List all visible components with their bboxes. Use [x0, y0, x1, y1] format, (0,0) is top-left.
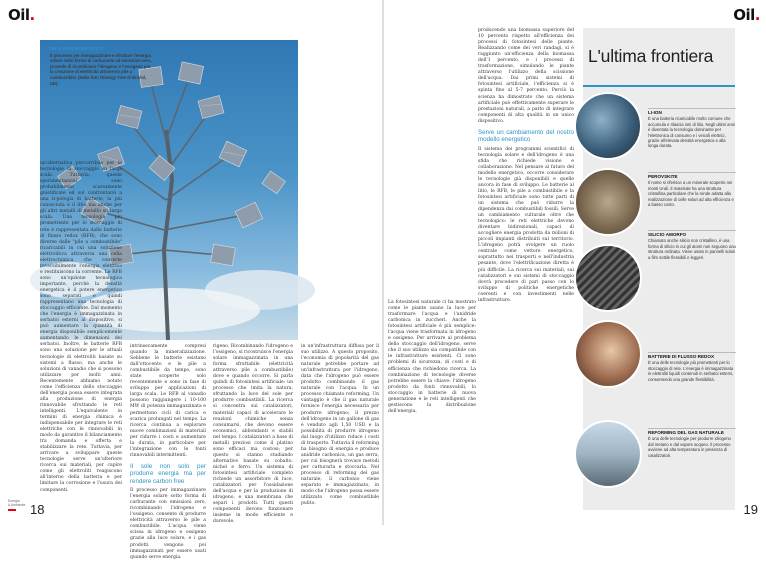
body-column-3 — [213, 344, 293, 525]
magazine-logo-left: Oil. — [8, 6, 35, 24]
amorphous-silicon-photo — [574, 244, 642, 312]
body-column-1 — [40, 161, 122, 501]
sidebar-text-perovskite: Il nome si riferisce a un minerale scoperto nei monti Urali. Il materiale ha una struttura cristallina particolare che la rende adatta alla realizzazione di celle solari ad alta efficienza e a basso costo. — [648, 180, 734, 208]
body-column-6b-text: Il sistema dei programmi scientifici di tecnologia solare e dell'idrogeno è una sfida che richiede visione e collaborazione. Nel pensare al futuro del modello energetico, occorre considerare le tecnologie già disponibili e quelle ancora in fase di sviluppo. Le batterie al litio, le RFB, le pile a combustibile e la fotosintesi artificiale sono tutte parti di un sistema che può ridurre la dipendenza dai combustibili fossili. Serve un cambiamento culturale oltre che tecnologico: le reti elettriche devono diventare bidirezionali, capaci di accogliere energia prodotta da milioni di piccoli impianti distribuiti sul territorio. L'idrogeno potrà svolgere un ruolo centrale come vettore energetico, soprattutto nei trasporti e nell'industria pesante, dove l'elettrificazione diretta è più difficile. La ricerca sui materiali, sui catalizzatori e sui sistemi di stoccaggio dovrà procedere di pari passo con lo sviluppo di politiche energetiche coerenti e con investimenti nelle infrastrutture. — [478, 146, 574, 303]
pull-quote-right: Serve un cambiamento del nostro modello energetico — [478, 128, 574, 144]
sidebar-section-gas — [648, 428, 736, 458]
pull-quote-left: Il sole non solo per produrre energia ma per rendere carbon free — [130, 462, 206, 485]
sidebar-section-perovskite — [648, 172, 736, 207]
sidebar-text-silicon: Chiamato anche silicio non cristallino, è una forma di silicio in cui gli atomi non seguono una struttura ordinata. Viene usato in pannelli solari a film sottile flessibili e leggeri. — [648, 238, 736, 260]
sidebar-heading-redox: BATTERIE DI FLUSSO REDOX — [648, 352, 736, 359]
body-column-2 — [130, 344, 206, 560]
photo-caption — [50, 46, 154, 86]
caption-kicker: UN ALBERO ENERGETICO — [50, 46, 104, 51]
folio-line-1: Energia — [8, 499, 20, 503]
sidebar-heading-silicon: SILICIO AMORFO — [648, 230, 736, 237]
sidebar-text-li-ion: È una batteria ricaricabile molto comune che accumula e rilascia ioni di litio. Negli ultimi anni è diventata la tecnologia dominante per l'elettronica di consumo e i veicoli elettrici, grazie all'elevata densità energetica e alla lunga durata. — [648, 116, 736, 149]
body-column-4 — [301, 344, 379, 509]
body-column-3-text: rigeno. Ricombinando l'idrogeno e l'ossigeno, si ricostruisce l'energia solare immagazzinata in una forma sfruttabile (elettricità attraverso pile a combustibile) dove e quando occorre. Si parla quindi di fotosintesi artificiale: un processo che imita la natura, sfruttando la luce del sole per produrre combustibili. La ricerca si concentra sui catalizzatori, materiali capaci di accelerare le reazioni chimiche senza consumarsi, che devono essere economici, abbondanti e stabili nel tempo. I catalizzatori a base di metalli preziosi come il platino sono efficaci ma costosi; per questo si stanno studiando alternative basate su cobalto, nichel e ferro. Un sistema di fotosintesi artificiale completo richiede un assorbitore di luce, catalizzatori per l'ossidazione dell'acqua e per la produzione di idrogeno, e una membrana che separi i prodotti. Tutti questi componenti devono funzionare insieme in modo efficiente e durevole. — [213, 344, 293, 525]
natural-gas-photo — [574, 420, 642, 488]
sidebar-heading-li-ion: LI-ION — [648, 108, 736, 115]
magazine-logo-right: Oil. — [733, 6, 760, 24]
sidebar-text-redox: È una delle tecnologie più promettenti per lo stoccaggio di rete. L'energia è immagazzinata in elettroliti liquidi contenuti in serbatoi esterni, consentendo una grande flessibilità. — [648, 360, 734, 382]
sidebar-heading-perovskite: PEROVSKITE — [648, 172, 736, 179]
body-column-5-text: La fotosintesi naturale ci ha mostrato come le piante usano la luce per trasformare l'acqua e l'anidride carbonica in zuccheri. Anche la fotosintesi artificiale è più semplice: l'acqua viene trasformata in idrogeno e ossigeno. Per arrivare al problema dello stoccaggio dell'idrogeno, serve che il suo utilizzo sia compatibile con le infrastrutture esistenti. Ci sono problemi di sicurezza, di costi e di efficienza che richiedono ricerca. La combinazione di tecnologie diverse potrebbe essere la chiave: l'idrogeno prodotto da fonti rinnovabili, lo stoccaggio in batterie di nuova generazione e le reti intelligenti che gestiscono la distribuzione dell'energia. — [388, 300, 476, 414]
perovskite-photo — [574, 168, 642, 236]
caption-text: Il processo per immagazzinare e sfruttare l'energia solare sotto forma di carburante ad emissioni zero, provede di ricombinare l'idrogeno e l'ossigeno per la creazione di elettricità attraverso pile a combustibile. (Nella foto l'Energy Tree di Bristol, UK). — [50, 52, 152, 86]
folio-label — [8, 499, 25, 511]
sidebar-section-silicon — [648, 230, 736, 260]
li-ion-photo — [574, 92, 642, 160]
sidebar-section-li-ion — [648, 108, 736, 149]
sidebar-text-gas: È una delle tecnologie per produrre idrogeno dal metano e dal vapore acqueo. Il processo avviene ad alta temperatura in presenza di catalizzatori. — [648, 436, 731, 458]
sidebar-heading-gas: REFORMING DEL GAS NATURALE — [648, 428, 736, 435]
sidebar-section-redox — [648, 352, 736, 382]
body-column-4-text: in un'infrastruttura diffusa per il suo utilizzo. A questo proposito, l'economia di popolarità del gas naturale potrebbe portare ad un'infrastruttura per l'idrogeno, data che l'idrogeno può essere prodotto combinando il gas naturale con l'acqua. In un processo chiamato reforming. Un vantaggio è che il gas naturale fornisce l'energia necessaria per produrre idrogeno; il prezzo dell'idrogeno in un gallone di gas è venduto agli 1,50 USD e la possibilità di produrre idrogeno dal luogo d'utilizzo riduce i costi di trasporto. Tuttavia il reforming ha bisogno di energia e produce anidride carbonica, un gas serra, per cui bisognerà trovare metodi per catturarla e stoccarla. Nel processo di reforming del gas naturale, il carbonio viene separato e immagazzinato, in modo che l'idrogeno possa essere utilizzato come combustibile pulito. — [301, 344, 379, 507]
page-spine — [382, 0, 384, 525]
page-number-right: 19 — [743, 502, 758, 517]
body-column-6 — [478, 28, 574, 509]
body-column-2-text: intrinsecamente compresi quando la mineralizzazione. Sebbene le batterie esistano dall'ottocento e le pile a combustibile da tempo, sono state scoperte solo recentemente e sono in fase di sviluppo per applicazioni di larga scala. Le RFB al vanadio possono raggiungere i 10-100 MW di potenza immagazzinata e permettono cicli di carica e scarica prolungati nel tempo. La ricerca continua a esplorare nuove combinazioni di materiali per ridurre i costi e aumentare la durata, in particolare per l'integrazione con le fonti rinnovabili intermittenti. — [130, 344, 206, 458]
page-number-left: 18 — [30, 502, 45, 517]
body-column-2b-text: Il processo per immagazzinare l'energia solare sotto forma di carburante con emissioni zero, ricombinando l'idrogeno e l'ossigeno, consente di produrre elettricità attraverso le pile a combustibile. L'acqua viene scissa in idrogeno e ossigeno grazie alla luce solare, e i gas prodotti vengono poi immagazzinati per essere usati quando serve energia. — [130, 488, 206, 560]
redox-photo — [574, 320, 642, 388]
sidebar-rule — [583, 85, 735, 87]
sidebar-title: L'ultima frontiera — [588, 46, 714, 66]
folio-line-2: & Ambiente — [8, 503, 26, 507]
body-column-1-text: un'alternativa percorribile per le tecnologie di stoccaggio su larga scala. Tuttavia, queste sperimentazioni sono probabilmente scarsamente giustificate ed sul confrontarsi a una ti-pologia di batterie, la più conosciuta è il litio ma anche per gli altri metalli di metallo su larga scala. Una tecnologia più promettente per lo stoccaggio di rete è rappresentata dalle batterie di flusso redox (RFB), che sono diverse dalle "pile a combustibile" ricaricabili in cui una soluzione elettrolitica attraversa una cella elettrochimica che converte reversibilmente l'energia elettrica e restituiscono la corrente. Le RFB sono un'opzione tecnologica importante, perché la densità energetica è il potere energetico sono separati e quindi rappresentano una tecnologia di stoccaggio efficiente. Dal momento che l'energia è immagazzinata in serbatoi esterni al dispositivo, si può aumentare la quantità di energia disponibile semplicemente aumentando le dimensioni dei serbatoi. Inoltre, le batterie RFB sono una soluzione per le attuali tecnologie di elettroliti basate su sistemi a flusso, ma anche le soluzioni di vanadio che si possono utilizzare per molti anni. Recentemente abbiamo notato come l'efficienza dello stoccaggio dell'energia possa essere integrata alla produzione di energia rinnovabile sfruttando le reti intelligenti. L'equivalente in termini di energia chimica è indispensabile per integrare le reti elettriche con le rinnovabili in modo da garantire il bilanciamento tra domanda e offerta e stabilizzare la rete. Tuttavia, per arrivare a sviluppare queste tecnologie serve un'ulteriore ricerca sui materiali, per capire come gli elettroliti reagiscono all'interno della batteria e per limitare la corrosione e l'usura dei componenti. — [40, 161, 122, 493]
body-column-5 — [388, 300, 476, 509]
body-column-6-text: producendo una biomassa superiore del 10 percento rispetto all'efficienza dei processi di fotosintesi delle piante. Realizzando come dei veri randagi, si è raggiunto un'efficienza della biomassa dell'1 percento, e i processi di trasformazione, simulando le piante attraverso l'utilizzo della scissione dell'acqua. Dai primi sistemi di fotosintesi artificiale, l'efficienza si è spinta fino al 5-7 percento. Perciò la scienza ha dimostrato che un sistema artificiale può effettivamente superare le prestazioni naturali, a patto di integrare componenti di alta qualità in un unico dispositivo. — [478, 28, 574, 124]
